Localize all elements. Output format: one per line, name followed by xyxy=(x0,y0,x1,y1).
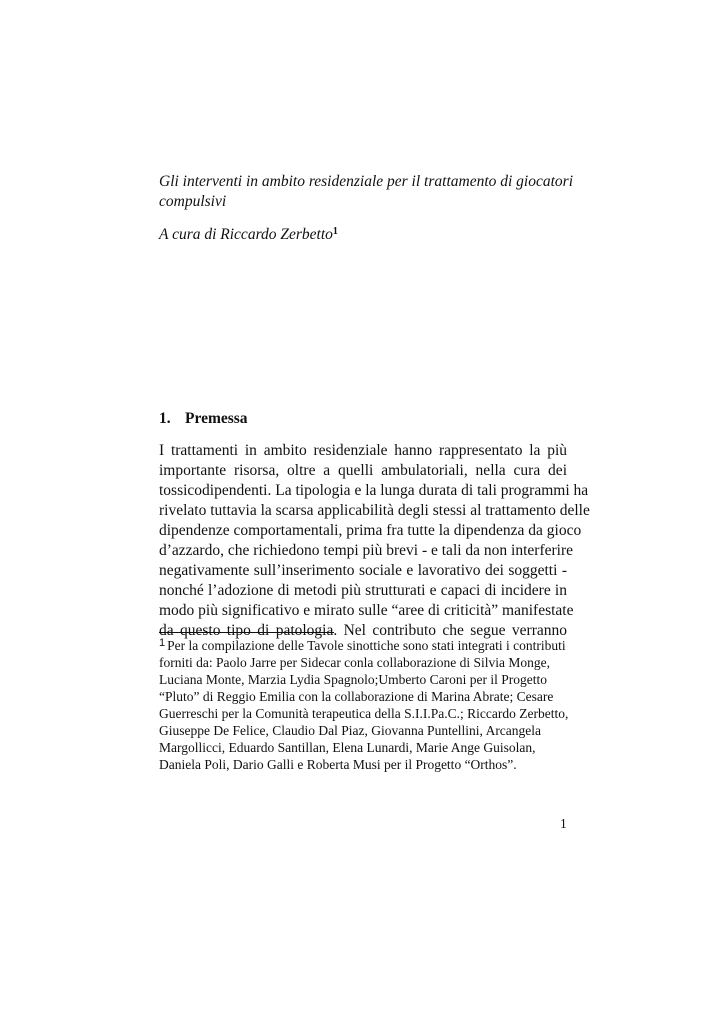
paragraph-line: dipendenze comportamentali, prima fra tutte la dipendenza da gioco xyxy=(159,522,582,539)
footnote xyxy=(159,637,571,773)
paragraph-line: negativamente sull’inserimento sociale e lavorativo dei soggetti - xyxy=(159,562,567,579)
section-title: Premessa xyxy=(185,410,248,427)
paragraph-line: importante risorsa, oltre a quelli ambulatoriali, nella cura dei xyxy=(159,462,567,479)
section-number: 1. xyxy=(159,410,171,427)
page-number: 1 xyxy=(560,816,567,831)
footnote-text: Per la compilazione delle Tavole sinottiche sono stati integrati i contributi forniti da: Paolo Jarre per Sidecar conla collaborazione di Silvia Monge, Luciana Monte, Marzia Lydia Spagnolo;Umberto Caroni per il Progetto “Pluto” di Reggio Emilia con la collaborazione di Marina Abrate; Cesare Guerreschi per la Comunità terapeutica della S.I.I.Pa.C.; Riccardo Zerbetto, Giuseppe De Felice, Claudio Dal Piaz, Giovanna Puntellini, Arcangela Margollicci, Eduardo Santillan, Elena Lunardi, Marie Ange Guisolan, Daniela Poli, Dario Galli e Roberta Musi per il Progetto “Orthos”. xyxy=(159,638,569,772)
author-name: A cura di Riccardo Zerbetto xyxy=(159,226,333,243)
document-author xyxy=(159,225,338,245)
paragraph-line: tossicodipendenti. La tipologia e la lunga durata di tali programmi ha xyxy=(159,482,589,499)
document-title: Gli interventi in ambito residenziale per il trattamento di giocatori compulsivi xyxy=(159,173,574,210)
body-paragraph xyxy=(159,441,590,641)
paragraph-line: I trattamenti in ambito residenziale hanno rappresentato la più xyxy=(159,442,567,459)
section-heading xyxy=(159,409,248,429)
paragraph-line: da questo tipo di patologia. Nel contributo che segue verranno xyxy=(159,622,567,639)
footnote-marker: 1 xyxy=(159,637,166,649)
paragraph-line: modo più significativo e mirato sulle “aree di criticità” manifestate xyxy=(159,602,574,619)
footnote-separator xyxy=(159,632,334,633)
paragraph-line: rivelato tuttavia la scarsa applicabilità degli stessi al trattamento delle xyxy=(159,502,590,519)
paragraph-line: d’azzardo, che richiedono tempi più brevi - e tali da non interferire xyxy=(159,542,574,559)
footnote-reference: 1 xyxy=(332,226,338,237)
paragraph-line: nonché l’adozione di metodi più strutturati e capaci di incidere in xyxy=(159,582,567,599)
